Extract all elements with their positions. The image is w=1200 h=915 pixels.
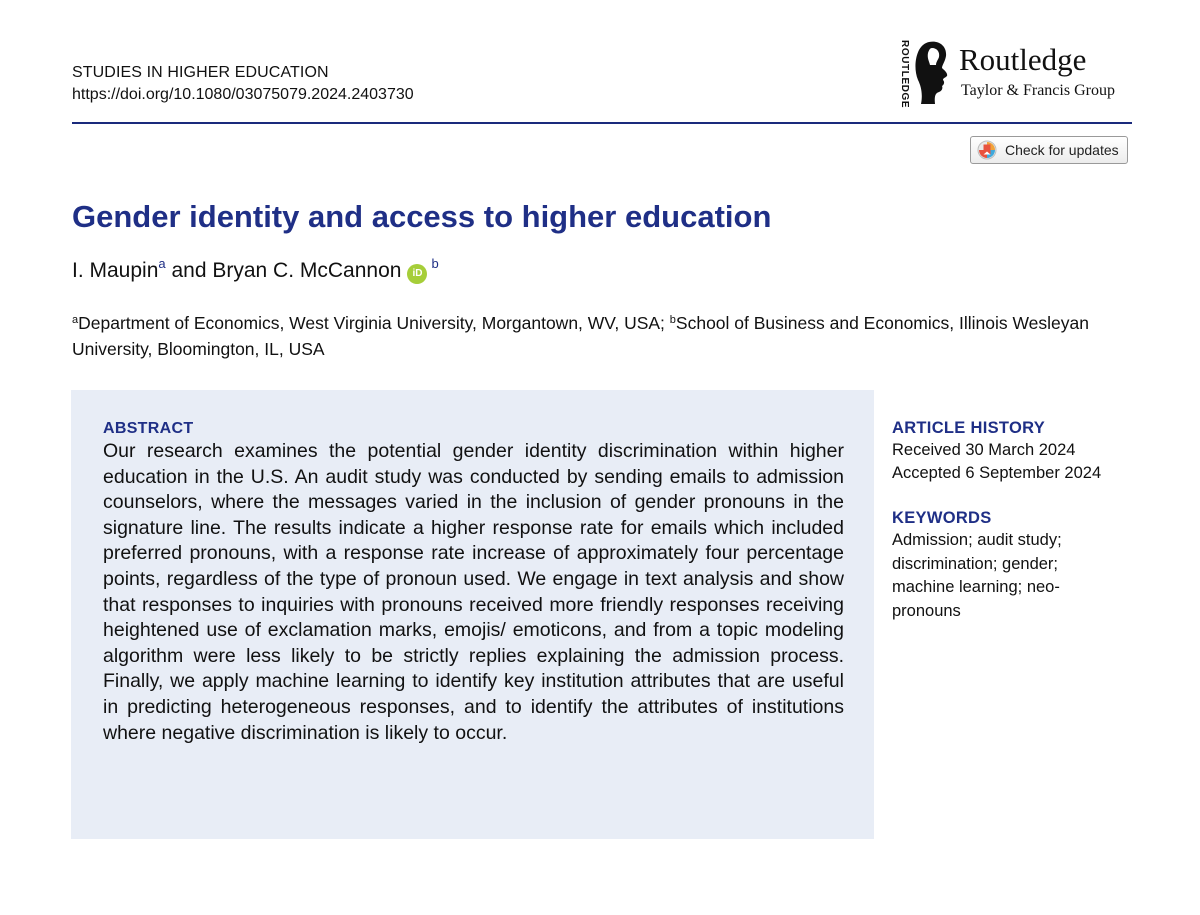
author-affiliation-marker: b [431, 256, 439, 271]
abstract-body: Our research examines the potential gender identity discrimination within higher education in the U.S. An audit study was conducted by sending emails to admission counselors, where the messages varied in the inclusion of gender pronouns in the signature line. The results indicate a higher response rate for emails which included preferred pronouns, with a response rate increase of approximately four percentage points, regardless of the type of pronoun used. We engage in text analysis and show that responses to inquiries with pronouns received more friendly responses receiving heightened use of exclamation marks, emojis/ emoticons, and from a topic modeling algorithm were less likely to be strictly replies explaining the admission process. Finally, we apply machine learning to identify key institution attributes that are useful in predicting heterogeneous responses, and to identify the attributes of institutions where negative discrimination is likely to occur. [103, 440, 844, 744]
keywords-section [892, 508, 1152, 623]
journal-header [72, 62, 414, 106]
accepted-date: Accepted 6 September 2024 [892, 464, 1102, 482]
abstract-heading: ABSTRACT [103, 420, 194, 437]
check-for-updates-label: Check for updates [1005, 142, 1119, 158]
keywords-list: Admission; audit study; discrimination; gender; machine learning; neo-pronouns [892, 531, 1062, 620]
abstract-panel [71, 390, 874, 839]
journal-name: STUDIES IN HIGHER EDUCATION [72, 64, 329, 81]
publisher-group: Taylor & Francis Group [961, 82, 1115, 99]
header-divider [72, 122, 1132, 124]
affiliation-marker: a [72, 314, 79, 326]
received-date: Received 30 March 2024 [892, 441, 1076, 459]
check-for-updates-button[interactable] [970, 136, 1128, 164]
publisher-vertical-label: ROUTLEDGE [899, 40, 910, 109]
author-name[interactable]: Bryan C. McCannon [212, 259, 402, 282]
keywords-heading: KEYWORDS [892, 509, 992, 527]
routledge-head-icon [915, 40, 955, 106]
author-affiliation-marker: a [158, 256, 166, 271]
article-history-heading: ARTICLE HISTORY [892, 419, 1046, 437]
doi-link[interactable]: https://doi.org/10.1080/03075079.2024.2403730 [72, 86, 414, 103]
affiliation-b: School of Business and Economics, Illinois Wesleyan University, Bloomington, IL, USA [72, 313, 1090, 359]
author-joiner: and [171, 259, 207, 282]
affiliation-marker: b [669, 314, 676, 326]
author-name[interactable]: I. Maupin [72, 259, 159, 282]
publisher-name: Routledge [959, 42, 1087, 77]
article-title: Gender identity and access to higher education [72, 199, 772, 234]
article-sidebar [892, 418, 1152, 623]
affiliation-a: Department of Economics, West Virginia University, Morgantown, WV, USA; [78, 313, 665, 333]
crossmark-icon [977, 140, 997, 160]
affiliations [72, 310, 1142, 362]
publisher-logo [895, 38, 1145, 110]
orcid-icon[interactable]: iD [407, 264, 427, 284]
author-list [72, 255, 439, 287]
